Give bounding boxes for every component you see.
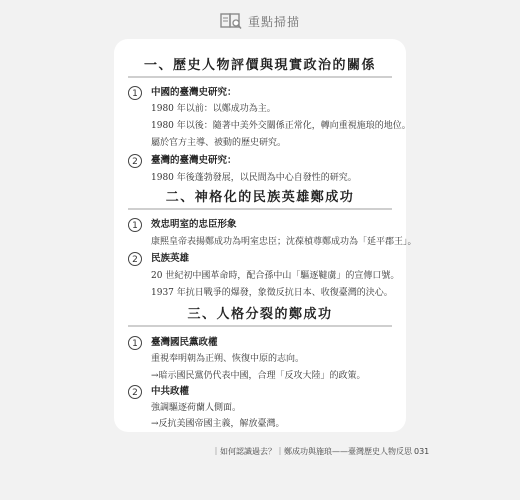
section-title: 三、人格分裂的鄭成功 [187,307,333,322]
section-title: 一、歷史人物評價與現實政治的關係 [143,58,376,73]
item-heading: 臺灣的臺灣史研究： [151,155,237,166]
item-heading: 中共政權 [151,386,190,397]
item-line: →反抗美國帝國主義，解放臺灣。 [151,419,285,429]
page-header [0,8,520,34]
book-magnifier-icon [220,12,242,30]
item-line: 強調驅逐荷蘭人側面。 [151,403,242,413]
item-heading: 中國的臺灣史研究： [151,87,237,98]
item-line: →暗示國民黨仍代表中國，合理「反攻大陸」的政策。 [151,371,366,381]
item-line: 屬於官方主導、被動的歷史研究。 [151,138,287,148]
header-label: 重點掃描 [247,14,300,29]
section-divider [128,76,392,78]
item-heading: 效忠明室的忠臣形象 [151,219,237,230]
section-divider [128,208,392,210]
content-card [114,39,417,432]
item-number: 1 [128,86,142,100]
item-number: 2 [128,385,142,399]
item-line: 1980 年後蓬勃發展，以民間為中心自發性的研究。 [151,173,357,183]
item-line: 20 世紀初中國革命時，配合孫中山「驅逐韃虜」的宣傳口號。 [151,271,400,281]
item-line: 1980 年以前：以鄭成功為主。 [151,104,276,114]
item-number: 2 [128,252,142,266]
section-divider [128,325,392,327]
item-heading: 臺灣國民黨政權 [151,337,218,348]
item-line: 1980 年以後：隨著中美外交關係正常化，轉向重視施琅的地位。 [151,121,411,131]
item-line: 1937 年抗日戰爭的爆發，象徵反抗日本、收復臺灣的決心。 [151,288,393,298]
item-number: 1 [128,336,142,350]
item-number: 1 [128,218,142,232]
page-number: 031 [414,447,430,456]
item-line: 康熙皇帝表揚鄭成功為明室忠臣；沈葆楨尊鄭成功為「延平郡王」。 [151,237,417,247]
item-line: 重視奉明朝為正朔、恢復中原的志向。 [151,354,305,364]
item-heading: 民族英雄 [151,253,190,264]
footer-running-title: ｜如何認識過去？｜鄭成功與施琅——臺灣歷史人物反思 [212,447,412,456]
section-title: 二、神格化的民族英雄鄭成功 [165,190,355,205]
page-footer [0,444,520,460]
item-number: 2 [128,154,142,168]
